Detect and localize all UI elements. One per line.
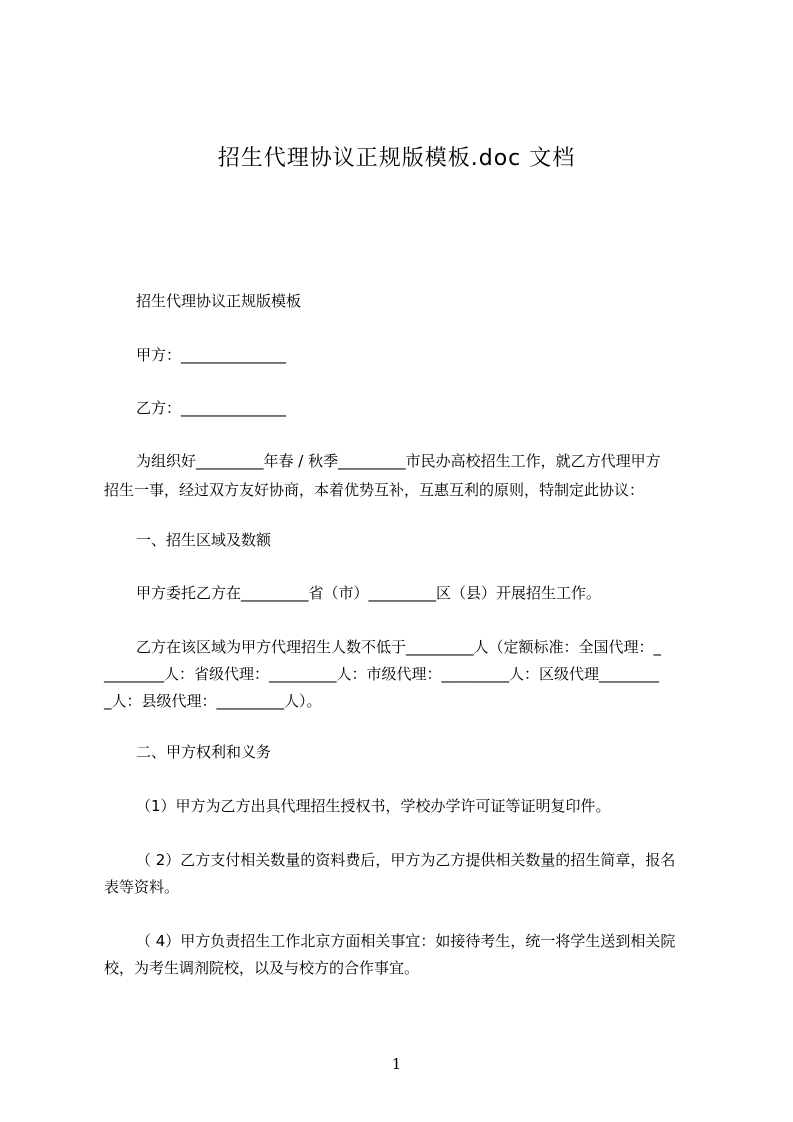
clause-4-line-2: 校，为考生调剂院校，以及与校方的合作事宜。	[104, 959, 420, 977]
page-title: 招生代理协议正规版模板.doc 文档	[217, 146, 576, 171]
quota-paragraph-line-3: _人：县级代理：_________人）。	[104, 692, 322, 710]
section-heading-1: 一、招生区域及数额	[136, 531, 272, 549]
clause-1: （1）甲方为乙方出具代理招生授权书，学校办学许可证等证明复印件。	[136, 797, 611, 815]
party-a-line: 甲方：______________	[136, 346, 287, 364]
clause-2-line-1: （ 2）乙方支付相关数量的资料费后，甲方为乙方提供相关数量的招生简章，报名	[136, 851, 676, 869]
page-number: 1	[391, 1055, 402, 1073]
quota-paragraph-line-2: ________人：省级代理：_________人：市级代理：_________人：区级代理________	[104, 665, 660, 683]
section-heading-2: 二、甲方权利和义务	[136, 743, 272, 761]
party-b-line: 乙方：______________	[136, 399, 287, 417]
intro-paragraph-line-2: 招生一事，经过双方友好协商，本着优势互补，互惠互利的原则，特制定此协议：	[104, 481, 645, 499]
doc-subtitle: 招生代理协议正规版模板	[136, 292, 302, 310]
clause-2-line-2: 表等资料。	[104, 878, 180, 896]
clause-4-line-1: （ 4）甲方负责招生工作北京方面相关事宜：如接待考生，统一将学生送到相关院	[136, 932, 676, 950]
region-paragraph: 甲方委托乙方在_________省（市）_________区（县）开展招生工作。	[136, 584, 602, 602]
intro-paragraph-line-1: 为组织好_________年春 / 秋季_________市民办高校招生工作，就乙方代理甲方	[136, 452, 661, 470]
quota-paragraph-line-1: 乙方在该区域为甲方代理招生人数不低于_________人（定额标准：全国代理：_	[136, 638, 662, 656]
